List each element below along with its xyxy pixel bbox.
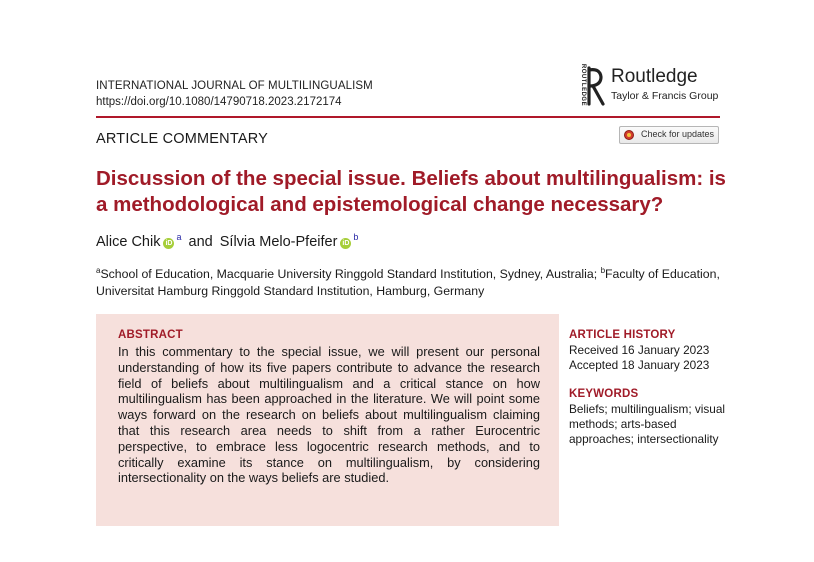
abstract-text: In this commentary to the special issue, we will present our personal understanding of how its five papers contribute to advance the research field of beliefs about multilingualism and a critical stance on how multilingualism has been approached in the literature. We will point some ways forward on the research on beliefs about multilingualism claiming that this research area needs to shift from a rather Eurocentric perspective, to embrace less logocentric research methods, and to critically examine its stance on multilingualism, by considering intersectionality on the ways beliefs are studied. xyxy=(118,344,540,486)
header-divider xyxy=(96,116,720,118)
received-date: Received 16 January 2023 xyxy=(569,343,710,357)
publisher-group: Taylor & Francis Group xyxy=(611,90,719,102)
crossmark-icon xyxy=(624,130,634,140)
affiliation-marker[interactable]: a xyxy=(176,232,182,242)
journal-name: INTERNATIONAL JOURNAL OF MULTILINGUALISM xyxy=(96,80,373,92)
keywords-heading: KEYWORDS xyxy=(569,388,639,400)
article-type: ARTICLE COMMENTARY xyxy=(96,131,268,147)
orcid-icon[interactable]: iD xyxy=(165,240,173,247)
logo-side-text: ROUTLEDGE xyxy=(580,63,587,107)
doi-link[interactable]: https://doi.org/10.1080/14790718.2023.2172174 xyxy=(96,96,342,108)
article-title: Discussion of the special issue. Beliefs about multilingualism: is a methodological and epistemological change necessary? xyxy=(96,167,726,216)
check-for-updates-label: Check for updates xyxy=(641,129,715,139)
accepted-date: Accepted 18 January 2023 xyxy=(569,358,710,372)
affiliation-mark: a xyxy=(96,266,101,275)
check-for-updates-button[interactable] xyxy=(619,126,719,144)
author-name[interactable]: Sílvia Melo-Pfeifer xyxy=(219,234,338,250)
affiliation-text: Faculty of Education, Universitat Hamburg Ringgold Standard Institution, Hamburg, Germany xyxy=(96,267,720,298)
author-connector: and xyxy=(188,234,213,250)
routledge-r-mark-icon xyxy=(586,64,608,108)
orcid-icon[interactable]: iD xyxy=(342,240,350,247)
affiliation-text: School of Education, Macquarie University Ringgold Standard Institution, Sydney, Australia; xyxy=(100,267,601,281)
keywords-text: Beliefs; multilingualism; visual methods; arts-based approaches; intersectionality xyxy=(569,402,726,446)
article-history-heading: ARTICLE HISTORY xyxy=(569,329,676,341)
routledge-logo xyxy=(575,64,725,108)
publisher-name: Routledge xyxy=(611,66,698,87)
affiliations xyxy=(96,262,726,300)
affiliation-mark: b xyxy=(600,266,606,275)
author-list xyxy=(96,232,358,250)
affiliation-marker[interactable]: b xyxy=(353,232,359,242)
abstract-heading: ABSTRACT xyxy=(118,329,183,341)
author-name[interactable]: Alice Chik xyxy=(96,234,161,250)
